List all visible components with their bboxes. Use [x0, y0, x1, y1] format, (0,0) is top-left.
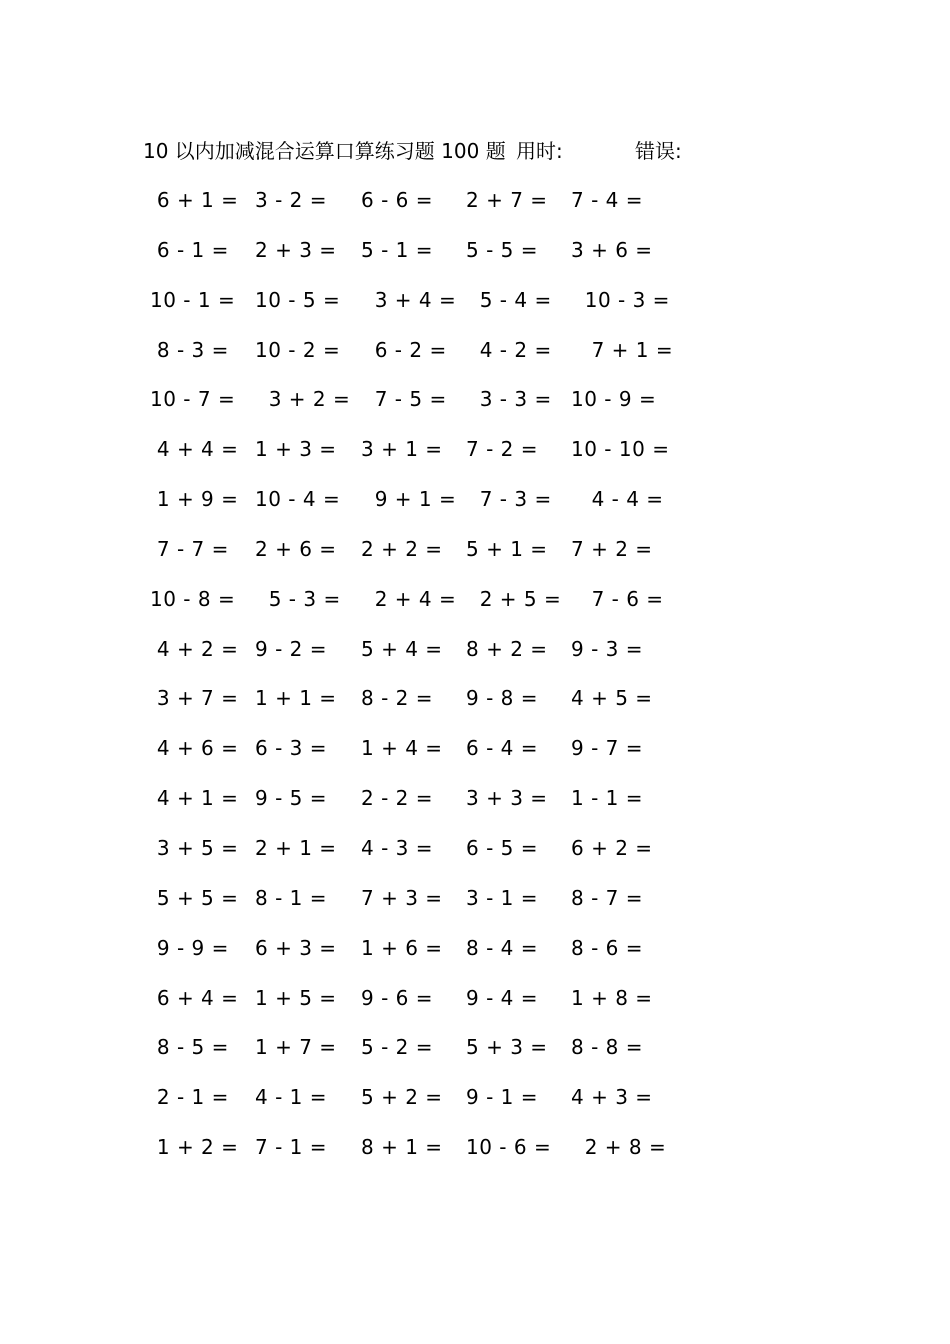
math-problem: 8 - 6 =	[571, 935, 643, 960]
math-problem: 9 - 3 =	[571, 636, 643, 661]
math-problem: 1 + 6 =	[361, 935, 443, 960]
math-problem: 4 - 2 =	[466, 337, 552, 362]
math-problem: 2 - 1 =	[150, 1085, 229, 1110]
math-problem: 6 + 1 =	[150, 188, 239, 212]
math-problem: 4 + 6 =	[150, 736, 239, 761]
errors-label: 错误:	[635, 139, 682, 163]
math-problem: 4 + 4 =	[150, 437, 239, 462]
math-problem: 10 - 2 =	[255, 337, 341, 362]
math-problem: 7 - 3 =	[466, 487, 552, 512]
math-problem: 1 + 8 =	[571, 985, 653, 1010]
math-problem: 6 + 2 =	[571, 835, 653, 860]
math-problem: 5 + 5 =	[150, 885, 239, 910]
math-problem: 5 + 2 =	[361, 1085, 443, 1110]
math-problem: 7 - 7 =	[150, 536, 229, 561]
math-problem: 9 - 7 =	[571, 736, 643, 761]
math-problem: 5 - 5 =	[466, 237, 538, 262]
math-problem: 9 - 4 =	[466, 985, 538, 1010]
math-problem: 2 + 1 =	[255, 835, 337, 860]
math-problem: 1 + 7 =	[255, 1035, 337, 1060]
math-problem: 3 + 5 =	[150, 835, 239, 860]
math-problem: 5 - 4 =	[466, 287, 552, 312]
math-problem: 5 + 4 =	[361, 636, 443, 661]
math-problem: 9 - 9 =	[150, 935, 229, 960]
math-problem: 7 - 6 =	[571, 586, 664, 611]
math-problem: 9 - 1 =	[466, 1085, 538, 1110]
math-problem: 10 - 10 =	[571, 437, 670, 462]
math-problem: 6 - 4 =	[466, 736, 538, 761]
math-problem: 4 + 5 =	[571, 686, 653, 711]
math-problem: 10 - 6 =	[466, 1135, 552, 1160]
math-problem: 6 + 3 =	[255, 935, 337, 960]
math-problem: 8 + 1 =	[361, 1135, 443, 1160]
math-problem: 1 + 4 =	[361, 736, 443, 761]
math-problem: 2 + 4 =	[361, 586, 457, 611]
time-label: 用时:	[516, 139, 563, 163]
math-problem: 7 - 1 =	[255, 1135, 327, 1160]
math-problem: 1 + 2 =	[150, 1135, 239, 1160]
math-problem: 2 + 3 =	[255, 237, 337, 262]
math-problem: 4 - 1 =	[255, 1085, 327, 1110]
math-problem: 5 - 2 =	[361, 1035, 433, 1060]
math-problem: 8 - 1 =	[255, 885, 327, 910]
math-problem: 7 + 3 =	[361, 885, 443, 910]
math-problem: 2 + 6 =	[255, 536, 337, 561]
math-problem: 6 - 6 =	[361, 188, 433, 212]
math-problem: 8 - 8 =	[571, 1035, 643, 1060]
math-problem: 2 + 2 =	[361, 536, 443, 561]
math-problem: 10 - 3 =	[571, 287, 670, 312]
math-problem: 8 - 4 =	[466, 935, 538, 960]
math-problem: 6 - 1 =	[150, 237, 229, 262]
math-problem: 1 + 1 =	[255, 686, 337, 711]
math-problem: 5 - 1 =	[361, 237, 433, 262]
math-problem: 3 - 2 =	[255, 188, 327, 212]
math-problem: 6 - 5 =	[466, 835, 538, 860]
math-problem: 4 + 2 =	[150, 636, 239, 661]
math-problem: 5 + 3 =	[466, 1035, 548, 1060]
math-problem: 7 + 2 =	[571, 536, 653, 561]
math-problem: 4 + 3 =	[571, 1085, 653, 1110]
math-problem: 9 + 1 =	[361, 487, 457, 512]
math-problem: 3 + 1 =	[361, 437, 443, 462]
math-problem: 2 + 7 =	[466, 188, 548, 212]
math-problem: 2 - 2 =	[361, 786, 433, 811]
math-problem: 1 + 3 =	[255, 437, 337, 462]
math-problem: 10 - 9 =	[571, 387, 657, 412]
math-problem: 9 - 8 =	[466, 686, 538, 711]
math-problem: 7 - 5 =	[361, 387, 447, 412]
worksheet-title: 10 以内加减混合运算口算练习题 100 题	[143, 139, 506, 163]
math-problem: 3 - 1 =	[466, 885, 538, 910]
math-problem: 2 + 8 =	[571, 1135, 667, 1160]
math-problem: 1 - 1 =	[571, 786, 643, 811]
math-problem: 8 - 2 =	[361, 686, 433, 711]
math-problem: 5 - 3 =	[255, 586, 341, 611]
math-problem: 3 - 3 =	[466, 387, 552, 412]
math-problem: 8 - 5 =	[150, 1035, 229, 1060]
math-problem: 10 - 5 =	[255, 287, 341, 312]
math-problem: 10 - 8 =	[150, 586, 236, 611]
math-problem: 6 + 4 =	[150, 985, 239, 1010]
math-problem: 10 - 7 =	[150, 387, 236, 412]
math-problem: 8 + 2 =	[466, 636, 548, 661]
math-problem: 7 - 4 =	[571, 188, 643, 212]
math-problem: 4 - 3 =	[361, 835, 433, 860]
math-problem: 3 + 3 =	[466, 786, 548, 811]
math-problem: 9 - 2 =	[255, 636, 327, 661]
math-problem: 10 - 4 =	[255, 487, 341, 512]
math-problem: 7 - 2 =	[466, 437, 538, 462]
math-problem: 8 - 3 =	[150, 337, 229, 362]
math-problem: 9 - 6 =	[361, 985, 433, 1010]
math-problem: 3 + 7 =	[150, 686, 239, 711]
math-problem: 5 + 1 =	[466, 536, 548, 561]
math-problem: 7 + 1 =	[571, 337, 674, 362]
math-problem: 3 + 6 =	[571, 237, 653, 262]
math-problem: 10 - 1 =	[150, 287, 236, 312]
math-problem: 3 + 2 =	[255, 387, 351, 412]
math-problem: 1 + 9 =	[150, 487, 239, 512]
math-problem: 6 - 2 =	[361, 337, 447, 362]
math-problem: 6 - 3 =	[255, 736, 327, 761]
math-problem: 4 - 4 =	[571, 487, 664, 512]
math-problem: 2 + 5 =	[466, 586, 562, 611]
math-problem: 9 - 5 =	[255, 786, 327, 811]
math-problem: 1 + 5 =	[255, 985, 337, 1010]
math-problem: 4 + 1 =	[150, 786, 239, 811]
math-problem: 3 + 4 =	[361, 287, 457, 312]
math-problem: 8 - 7 =	[571, 885, 643, 910]
